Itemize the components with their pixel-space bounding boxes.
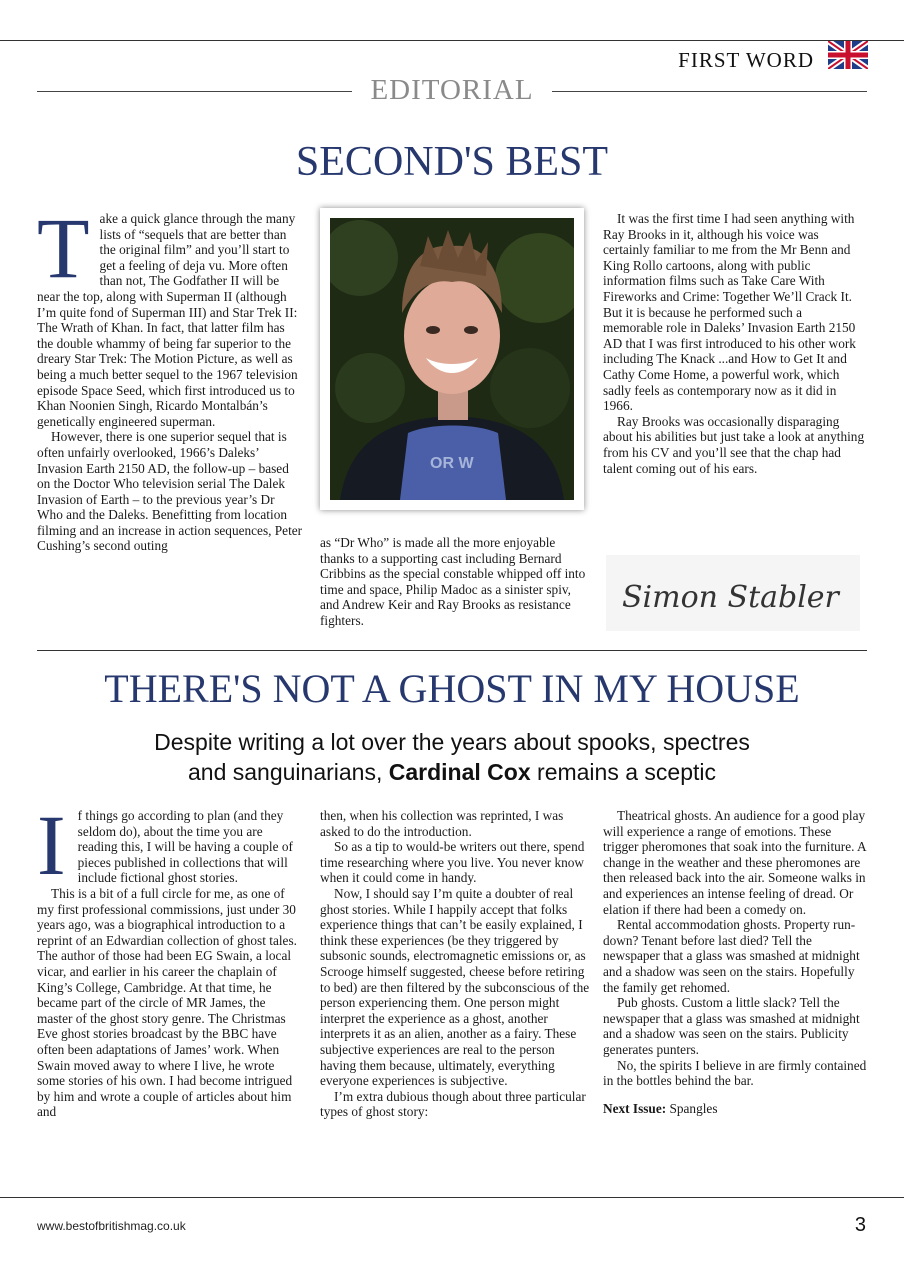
feature-column-1 (37, 797, 303, 1120)
drop-cap: I (37, 797, 66, 893)
paragraph: ake a quick glance through the many lists of “sequels that are better than the original film” and you’ll start to get a feeling of deja vu. More often than not, The Godfather II will be near the top, along with Superman II (although I’m quite fond of Superman III) and Star Trek II: The Wrath of Khan. In fact, that latter film has the double whammy of being far superior to the dreary Star Trek: The Motion Picture, as well as being a much better sequel to the 1967 television episode Space Seed, which first introduced us to Khan Noonien Singh, Ricardo Montalbán’s genetically engineered superman. (37, 211, 298, 429)
editorial-column-1 (37, 200, 303, 554)
paragraph: So as a tip to would-be writers out there, spend time researching where you live. You never know when it could come in handy. (320, 839, 585, 886)
feature-standfirst (0, 727, 904, 787)
standfirst-line-2: and sanguinarians, Cardinal Cox remains a sceptic (188, 759, 716, 785)
svg-text:Simon Stabler: Simon Stabler (622, 580, 839, 615)
footer-rule (0, 1197, 904, 1198)
next-issue: Next Issue: Spangles (603, 1100, 718, 1116)
feature-column-3 (603, 808, 867, 1116)
top-rule (0, 40, 904, 41)
paragraph: Now, I should say I’m quite a doubter of real ghost stories. While I happily accept that folks experience things that can’t be easily explained, I think these experiences (be they triggered by subsonic sounds, electromagnetic emissions or, as Scrooge himself suggested, cheese before retiring to bed) are then filtered by the subconscious of the person experiencing them. One person might interpret the experience as a ghost, another interprets it as an alien, another as a fairy. These subjective experiences are real to the person having them because, ultimately, everything everyone experiences is subjective. (320, 885, 590, 1089)
paragraph: It was the first time I had seen anything with Ray Brooks in it, although his voice was certainly familiar to me from the Mr Benn and King Rollo cartoons, along with public information films such as Take Care With Fireworks and Crime: Together We’ll Crack It. But it is because he performed such a memorable role in Daleks’ Invasion Earth 2150 AD that I was first introduced to his other work including The Knack ...and How to Get It and Cathy Come Home, a powerful work, which sadly feels as contemporary now as it did in 1966. (603, 211, 856, 414)
author-photo (330, 218, 574, 500)
paragraph: Theatrical ghosts. An audience for a good play will experience a range of emotions. These trigger pheromones that soak into the furniture. A change in the weather and these pheromones are then released back into the air. Someone walks in and experiences an intense feeling of dread. Or elation if there had been a comedy on. (603, 808, 866, 917)
section-rule (37, 650, 867, 651)
feature-column-2 (320, 808, 592, 1120)
paragraph: Rental accommodation ghosts. Property run-down? Tenant before last died? Tell the newspaper that a glass was smashed at midnight and a shadow was seen on the stairs. Hopefully the family get rehomed. (603, 917, 860, 995)
editorial-column-2 (320, 535, 592, 629)
paragraph: as “Dr Who” is made all the more enjoyable thanks to a supporting cast including Bernard Cribbins as the special constable whipped off into time and space, Philip Madoc as a sinister spiv, and Andrew Keir and Ray Brooks as resistance fighters. (320, 535, 586, 628)
signature (606, 555, 860, 631)
paragraph: This is a bit of a full circle for me, as one of my first professional commissions, just under 30 years ago, was a biographical introduction to a reprint of an Edwardian collection of ghost tales. The author of those had been EG Swain, a local vicar, and earlier in his career the chaplain of King’s College, Cambridge. At that time, he became part of the circle of MR James, the master of the ghost story genre. The Christmas Eve ghost stories broadcast by the BBC have often been adaptations of James’ work. When Swain moved away to where I live, he wrote some stories of his own. I had become intrigued by him and wrote a couple of articles about him and (37, 885, 297, 1120)
paragraph: Pub ghosts. Custom a little slack? Tell the newspaper that a glass was smashed at midnight and a shadow was seen on the stairs. Publicity generates punters. (603, 995, 860, 1057)
page-number: 3 (854, 1214, 866, 1236)
section-label: FIRST WORD (678, 48, 814, 72)
editorial-title: SECOND'S BEST (295, 139, 609, 185)
paragraph: No, the spirits I believe in are firmly contained in the bottles behind the bar. (603, 1057, 867, 1089)
paragraph: f things go according to plan (and they seldom do), about the time you are reading this, I will be having a couple of pieces published in collections that will include fictional ghost stories. (77, 808, 293, 886)
paragraph: However, there is one superior sequel that is often unfairly overlooked, 1966’s Daleks’ Invasion Earth 2150 AD, the follow-up – based on the Doctor Who television serial The Dalek Invasion of Earth – to the previous year’s Dr Who and the Daleks. Benefitting from location filming and an increase in action sequences, Peter Cushing’s second outing (37, 429, 303, 554)
editorial-column-3 (603, 211, 865, 476)
paragraph: I’m extra dubious though about three particular types of ghost story: (320, 1088, 586, 1120)
paragraph: Ray Brooks was occasionally disparaging about his abilities but just take a look at anything from his CV and you’ll see that the chap had talent coming out of his ears. (603, 413, 865, 476)
kicker: EDITORIAL (0, 74, 904, 107)
feature-title: THERE'S NOT A GHOST IN MY HOUSE (104, 666, 800, 711)
author-photo-frame (320, 208, 584, 510)
svg-text:OR W: OR W (430, 455, 474, 472)
author-name: Cardinal Cox (388, 759, 531, 785)
union-jack-flag-icon (828, 41, 868, 69)
footer-url[interactable]: www.bestofbritishmag.co.uk (37, 1219, 186, 1233)
standfirst-line-1: Despite writing a lot over the years about spooks, spectres (154, 729, 750, 755)
drop-cap: T (37, 200, 90, 296)
signature-box (606, 555, 860, 631)
paragraph: then, when his collection was reprinted, I was asked to do the introduction. (320, 808, 564, 839)
